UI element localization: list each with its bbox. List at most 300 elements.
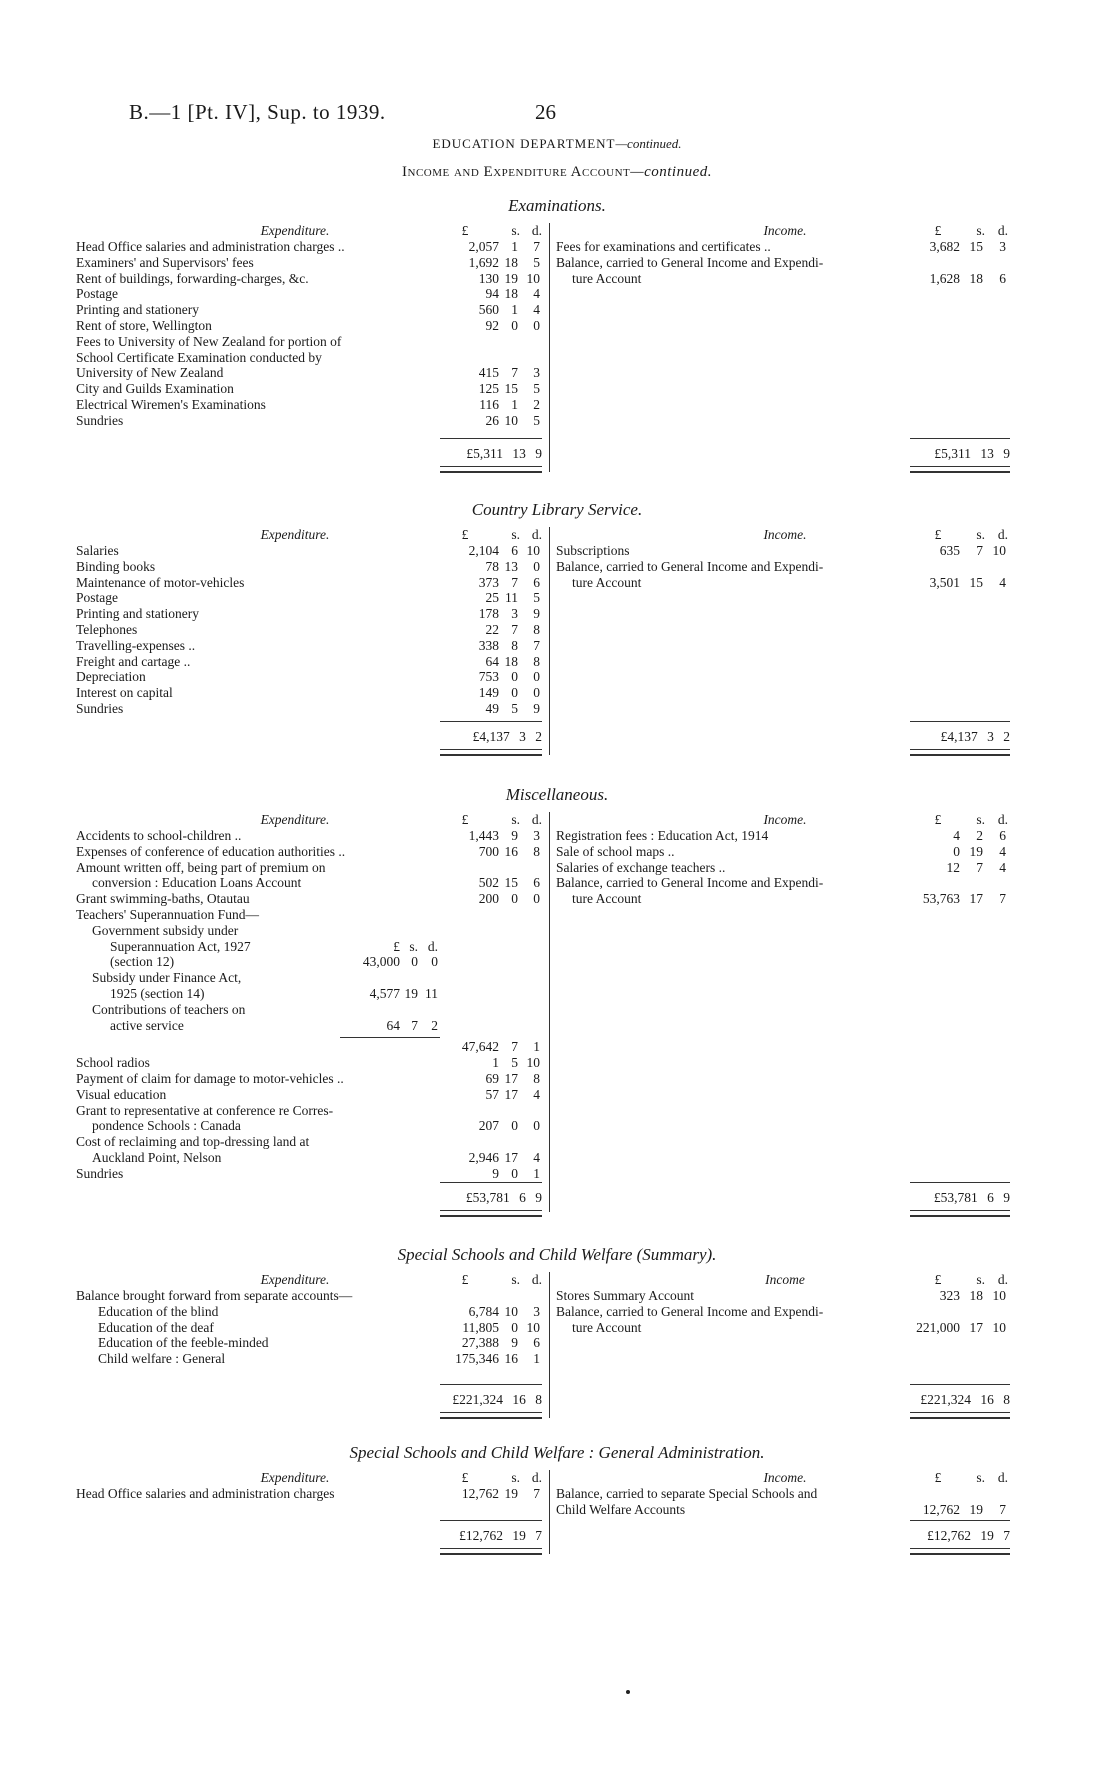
income-total: £53,781 6 9 — [933, 1190, 1010, 1205]
account-name: Income and Expenditure Account — [402, 164, 631, 180]
examinations-exp-row-pence: 10 — [526, 270, 540, 286]
miscellaneous-inc-row-label: Balance, carried to General Income and Expendi- — [556, 875, 824, 891]
exp-shilling-heading: s. — [511, 1470, 520, 1485]
inc-pence-heading: d. — [997, 1272, 1008, 1287]
special_admin-inc-row-label: Balance, carried to separate Special Schools and — [556, 1486, 818, 1501]
special_admin-title: Special Schools and Child Welfare : General Administration. — [349, 1443, 765, 1462]
country_library-exp-row-pence: 10 — [526, 543, 540, 558]
income-total: £5,311 13 9 — [934, 446, 1010, 461]
country_library-exp-row-pounds: 149 — [478, 685, 499, 701]
miscellaneous-exp-row-shillings: 16 — [504, 843, 518, 859]
miscellaneous-inc-row-shillings: 7 — [976, 859, 983, 875]
miscellaneous-inc-row-shillings: 19 — [969, 843, 983, 859]
miscellaneous-exp-row-pence: 10 — [526, 1055, 540, 1071]
miscellaneous-exp-row-label: Payment of claim for damage to motor-vehicles .. — [76, 1071, 344, 1086]
inc-total-rule — [910, 1520, 1010, 1521]
examinations-exp-row-pounds: 415 — [478, 365, 499, 381]
miscellaneous-column-divider — [549, 812, 550, 1212]
miscellaneous-super-row-pounds: £ — [393, 938, 400, 954]
inc-total-rule — [910, 438, 1010, 439]
income-total: £12,762 19 7 — [927, 1528, 1010, 1543]
super-total-pounds: 47,642 — [461, 1039, 499, 1055]
country_library-inc-row-label: Subscriptions — [556, 543, 630, 558]
miscellaneous-inc-row-pounds: 12 — [946, 859, 960, 875]
inc-pence-heading: d. — [997, 1470, 1008, 1485]
examinations-exp-row-pence: 4 — [533, 302, 540, 318]
inc-total-double-rule — [910, 1210, 1010, 1217]
exp-total-double-rule — [440, 1210, 542, 1217]
inc-pence-heading: d. — [997, 527, 1008, 542]
miscellaneous-super-row-pounds: 43,000 — [362, 954, 400, 970]
country_library-column-divider — [549, 527, 550, 755]
super-total-shillings: 7 — [511, 1039, 518, 1055]
exp-pence-heading: d. — [531, 223, 542, 238]
special_summary-exp-row-pence: 6 — [533, 1335, 540, 1351]
miscellaneous-exp-row-label: School radios — [76, 1055, 150, 1071]
special_summary-inc-row-pence: 10 — [992, 1288, 1006, 1303]
special_summary-exp-row-pounds: 11,805 — [462, 1319, 499, 1335]
examinations-exp-row-pence: 4 — [533, 286, 540, 302]
special_summary-exp-row-shillings: 16 — [504, 1351, 518, 1367]
exp-total-double-rule — [440, 466, 542, 473]
examinations-exp-row-label: Sundries — [76, 412, 124, 428]
examinations-title: Examinations. — [508, 196, 606, 215]
country_library-exp-row-pounds: 64 — [485, 653, 499, 669]
examinations-exp-row-label: Printing and stationery — [76, 302, 199, 318]
miscellaneous-exp-row-pence: 0 — [533, 1118, 540, 1134]
income-column-heading: Income. — [763, 223, 807, 238]
examinations-exp-row-label: Electrical Wiremen's Examinations — [76, 397, 266, 412]
country_library-exp-row-label: Depreciation — [76, 669, 146, 685]
income-column-heading: Income. — [763, 527, 807, 542]
miscellaneous-super-row-shillings: s. — [409, 938, 418, 954]
miscellaneous-exp-row-shillings: 17 — [504, 1071, 518, 1086]
miscellaneous-exp-row-pounds: 207 — [478, 1118, 499, 1134]
page-number: 26 — [535, 100, 556, 124]
special_summary-exp-row-label: Education of the feeble-minded — [98, 1335, 269, 1351]
miscellaneous-exp-row-pence: 1 — [533, 1165, 540, 1181]
miscellaneous-inc-row-label: Sale of school maps .. — [556, 843, 675, 859]
special_admin-inc-row-pence: 7 — [999, 1501, 1006, 1517]
department-name: EDUCATION DEPARTMENT — [432, 136, 616, 151]
miscellaneous-exp-row-shillings: 15 — [504, 875, 518, 891]
examinations-inc-row-shillings: 15 — [969, 239, 983, 254]
examinations-inc-row-pence: 3 — [999, 239, 1006, 254]
country_library-exp-row-pence: 5 — [533, 590, 540, 606]
examinations-inc-row-pounds: 1,628 — [929, 270, 960, 286]
exp-pence-heading: d. — [531, 812, 542, 827]
examinations-exp-row-pounds: 130 — [478, 270, 499, 286]
country_library-inc-row-shillings: 15 — [969, 574, 983, 590]
examinations-exp-row-pence: 5 — [533, 254, 540, 270]
special_admin-exp-row-shillings: 19 — [504, 1486, 518, 1501]
document-reference: B.—1 [Pt. IV], Sup. to 1939. — [129, 100, 386, 124]
miscellaneous-exp-row-shillings: 0 — [511, 891, 518, 907]
special_admin-inc-row-pounds: 12,762 — [922, 1501, 960, 1517]
super-total-pence: 1 — [533, 1039, 540, 1055]
miscellaneous-inc-row-label: ture Account — [572, 891, 642, 907]
country_library-exp-row-shillings: 0 — [511, 669, 518, 685]
miscellaneous-inc-row-pounds: 53,763 — [922, 891, 960, 907]
miscellaneous-exp-row-label: Grant swimming-baths, Otautau — [76, 891, 250, 907]
inc-pound-heading: £ — [934, 223, 942, 238]
miscellaneous-exp-row-shillings: 17 — [504, 1086, 518, 1102]
examinations-exp-row-shillings: 1 — [511, 302, 518, 318]
exp-total-rule — [440, 1384, 542, 1385]
country_library-exp-row-shillings: 0 — [511, 685, 518, 701]
special_summary-exp-row-shillings: 0 — [511, 1319, 518, 1335]
country_library-exp-row-shillings: 11 — [505, 590, 518, 606]
country_library-exp-row-pence: 0 — [533, 558, 540, 574]
miscellaneous-exp-row-label: Visual education — [76, 1086, 167, 1102]
exp-total-double-rule — [440, 749, 542, 756]
examinations-exp-row-shillings: 7 — [511, 365, 518, 381]
inc-shilling-heading: s. — [976, 223, 985, 238]
country_library-exp-row-shillings: 7 — [511, 574, 518, 590]
miscellaneous-exp-row-label: Amount written off, being part of premium on — [76, 859, 326, 875]
special_summary-inc-row-shillings: 18 — [969, 1288, 983, 1303]
super-subtotal-rule — [340, 1037, 440, 1038]
special_summary-exp-row-shillings: 9 — [511, 1335, 518, 1351]
country_library-exp-row-label: Telephones — [76, 622, 138, 637]
miscellaneous-super-row-shillings: 7 — [411, 1017, 418, 1033]
miscellaneous-exp-row-pence: 4 — [533, 1086, 540, 1102]
country_library-exp-row-pence: 8 — [533, 622, 540, 637]
special_summary-inc-row-label: ture Account — [572, 1319, 642, 1335]
country_library-exp-row-pounds: 338 — [478, 637, 499, 653]
account-continued: —continued. — [630, 164, 712, 180]
miscellaneous-super-row-shillings: 19 — [404, 986, 418, 1001]
country_library-title: Country Library Service. — [471, 500, 643, 519]
income-column-heading: Income. — [763, 1470, 807, 1485]
special_summary-expenditure-head: Balance brought forward from separate accounts— — [76, 1288, 353, 1303]
miscellaneous-super-row-label: 1925 (section 14) — [110, 986, 205, 1001]
examinations-exp-row-pounds: 125 — [478, 381, 499, 397]
country_library-inc-row-pounds: 635 — [939, 543, 960, 558]
special_admin-inc-row-shillings: 19 — [969, 1501, 983, 1517]
special_summary-exp-row-pence: 10 — [526, 1319, 540, 1335]
examinations-exp-row-pence: 0 — [533, 318, 540, 333]
expenditure-total: £221,324 16 8 — [452, 1392, 542, 1407]
inc-total-double-rule — [910, 1412, 1010, 1419]
miscellaneous-super-row-label: Contributions of teachers on — [92, 1001, 246, 1017]
miscellaneous-exp-row-label: Accidents to school-children .. — [76, 828, 242, 843]
examinations-inc-row-pence: 6 — [999, 270, 1006, 286]
special_summary-exp-row-label: Education of the blind — [98, 1303, 219, 1319]
miscellaneous-inc-row-label: Salaries of exchange teachers .. — [556, 859, 726, 875]
expenditure-total: £5,311 13 9 — [466, 446, 542, 461]
miscellaneous-exp-row-shillings: 0 — [511, 1165, 518, 1181]
exp-pence-heading: d. — [531, 1272, 542, 1287]
account-heading — [0, 164, 1114, 181]
examinations-inc-row-pounds: 3,682 — [929, 239, 960, 254]
miscellaneous-exp-row-pounds: 1 — [492, 1055, 499, 1071]
inc-total-double-rule — [910, 1548, 1010, 1555]
examinations-exp-row-label: Fees to University of New Zealand for portion of — [76, 333, 342, 349]
exp-total-rule — [440, 721, 542, 722]
examinations-exp-row-pence: 5 — [533, 381, 540, 397]
examinations-exp-row-shillings: 10 — [504, 412, 518, 428]
exp-pound-heading: £ — [461, 527, 469, 542]
expenditure-column-heading: Expenditure. — [260, 812, 330, 827]
special_admin-exp-row-pence: 7 — [533, 1486, 540, 1501]
miscellaneous-inc-row-label: Registration fees : Education Act, 1914 — [556, 828, 769, 843]
miscellaneous-inc-row-pence: 4 — [999, 859, 1006, 875]
miscellaneous-exp-row-label: pondence Schools : Canada — [92, 1118, 241, 1134]
inc-pence-heading: d. — [997, 223, 1008, 238]
exp-pound-heading: £ — [461, 223, 469, 238]
department-heading — [0, 136, 1114, 152]
miscellaneous-exp-row-pence: 0 — [533, 891, 540, 907]
special_summary-exp-row-pounds: 175,346 — [455, 1351, 499, 1367]
exp-total-rule — [440, 1182, 542, 1183]
expenditure-total: £12,762 19 7 — [459, 1528, 542, 1543]
exp-shilling-heading: s. — [511, 1272, 520, 1287]
country_library-exp-row-label: Freight and cartage .. — [76, 653, 191, 669]
miscellaneous-exp-row-pence: 6 — [533, 875, 540, 891]
miscellaneous-exp-row-shillings: 17 — [504, 1150, 518, 1165]
miscellaneous-exp-row-pounds: 69 — [485, 1071, 499, 1086]
examinations-inc-row-label: Balance, carried to General Income and Expendi- — [556, 254, 824, 270]
special_admin-exp-row-pounds: 12,762 — [461, 1486, 499, 1501]
inc-shilling-heading: s. — [976, 527, 985, 542]
income-total: £221,324 16 8 — [920, 1392, 1010, 1407]
country_library-exp-row-pounds: 25 — [485, 590, 499, 606]
inc-total-rule — [910, 1182, 1010, 1183]
country_library-exp-row-pence: 0 — [533, 669, 540, 685]
country_library-exp-row-pounds: 78 — [485, 558, 499, 574]
miscellaneous-exp-row-label: Teachers' Superannuation Fund— — [76, 907, 259, 922]
examinations-column-divider — [549, 223, 550, 472]
exp-pence-heading: d. — [531, 527, 542, 542]
country_library-exp-row-pence: 9 — [533, 701, 540, 716]
special_admin-inc-row-label: Child Welfare Accounts — [556, 1501, 686, 1517]
special_summary-exp-row-pounds: 6,784 — [468, 1303, 499, 1319]
miscellaneous-super-row-label: active service — [110, 1017, 184, 1033]
inc-total-rule — [910, 1384, 1010, 1385]
examinations-exp-row-shillings: 18 — [504, 286, 518, 302]
expenditure-column-heading: Expenditure. — [260, 1272, 330, 1287]
country_library-exp-row-label: Postage — [76, 590, 118, 606]
special_summary-inc-row-label: Stores Summary Account — [556, 1288, 694, 1303]
country_library-exp-row-label: Travelling-expenses .. — [76, 637, 196, 653]
special_summary-inc-row-pence: 10 — [992, 1319, 1006, 1335]
inc-total-double-rule — [910, 749, 1010, 756]
special_summary-exp-row-label: Child welfare : General — [98, 1351, 226, 1367]
special_summary-inc-row-label: Balance, carried to General Income and Expendi- — [556, 1303, 824, 1319]
miscellaneous-exp-row-pounds: 9 — [492, 1165, 499, 1181]
special_admin-column-divider — [549, 1470, 550, 1554]
miscellaneous-exp-row-shillings: 0 — [511, 1118, 518, 1134]
country_library-inc-row-pence: 4 — [999, 574, 1006, 590]
examinations-exp-row-pounds: 116 — [479, 397, 499, 412]
country_library-exp-row-label: Sundries — [76, 701, 124, 716]
miscellaneous-exp-row-pence: 8 — [533, 1071, 540, 1086]
special_summary-inc-row-pounds: 323 — [939, 1288, 960, 1303]
special_summary-exp-row-pounds: 27,388 — [461, 1335, 499, 1351]
country_library-inc-row-pounds: 3,501 — [929, 574, 960, 590]
country_library-inc-row-label: Balance, carried to General Income and Expendi- — [556, 558, 824, 574]
inc-total-rule — [910, 721, 1010, 722]
special_summary-column-divider — [549, 1272, 550, 1418]
inc-shilling-heading: s. — [976, 812, 985, 827]
exp-total-double-rule — [440, 1548, 542, 1555]
examinations-exp-row-label: University of New Zealand — [76, 365, 224, 381]
miscellaneous-exp-row-pence: 3 — [533, 828, 540, 843]
examinations-exp-row-shillings: 18 — [504, 254, 518, 270]
miscellaneous-inc-row-shillings: 17 — [969, 891, 983, 907]
examinations-inc-row-shillings: 18 — [969, 270, 983, 286]
examinations-exp-row-pounds: 26 — [485, 412, 499, 428]
miscellaneous-super-row-label: Subsidy under Finance Act, — [92, 970, 242, 986]
examinations-exp-row-pounds: 1,692 — [468, 254, 499, 270]
country_library-exp-row-pounds: 49 — [485, 701, 499, 716]
miscellaneous-super-row-label: Government subsidy under — [92, 922, 239, 938]
expenditure-column-heading: Expenditure. — [260, 527, 330, 542]
income-column-heading: Income — [765, 1272, 805, 1287]
miscellaneous-super-row-shillings: 0 — [411, 954, 418, 970]
examinations-exp-row-label: Head Office salaries and administration charges .. — [76, 239, 345, 254]
miscellaneous-super-row-label: Superannuation Act, 1927 — [110, 938, 251, 954]
country_library-exp-row-label: Salaries — [76, 543, 119, 558]
country_library-exp-row-pence: 0 — [533, 685, 540, 701]
examinations-exp-row-label: Rent of store, Wellington — [76, 318, 212, 333]
examinations-exp-row-pence: 2 — [533, 397, 540, 412]
examinations-exp-row-label: City and Guilds Examination — [76, 381, 234, 397]
inc-pound-heading: £ — [934, 1272, 942, 1287]
miscellaneous-exp-row-pounds: 57 — [485, 1086, 499, 1102]
expenditure-column-heading: Expenditure. — [260, 223, 330, 238]
country_library-exp-row-pence: 6 — [533, 574, 540, 590]
country_library-exp-row-shillings: 18 — [504, 653, 518, 669]
country_library-inc-row-label: ture Account — [572, 574, 642, 590]
miscellaneous-inc-row-pounds: 4 — [953, 828, 960, 843]
exp-pound-heading: £ — [461, 1470, 469, 1485]
examinations-exp-row-pounds: 92 — [485, 318, 499, 333]
country_library-inc-row-pence: 10 — [992, 543, 1006, 558]
miscellaneous-exp-row-shillings: 9 — [511, 828, 518, 843]
miscellaneous-super-row-pounds: 4,577 — [369, 986, 400, 1001]
special_admin-exp-row-label: Head Office salaries and administration charges — [76, 1486, 335, 1501]
miscellaneous-exp-row-pence: 8 — [533, 843, 540, 859]
country_library-exp-row-shillings: 6 — [511, 543, 518, 558]
inc-pound-heading: £ — [934, 812, 942, 827]
miscellaneous-exp-row-pence: 4 — [533, 1150, 540, 1165]
country_library-exp-row-shillings: 8 — [511, 637, 518, 653]
special_summary-exp-row-shillings: 10 — [504, 1303, 518, 1319]
examinations-exp-row-label: School Certificate Examination conducted by — [76, 349, 322, 365]
examinations-exp-row-pounds: 560 — [478, 302, 499, 318]
country_library-exp-row-label: Maintenance of motor-vehicles — [76, 574, 245, 590]
miscellaneous-inc-row-pence: 4 — [999, 843, 1006, 859]
miscellaneous-inc-row-pence: 7 — [999, 891, 1006, 907]
examinations-exp-row-pence: 7 — [533, 239, 540, 254]
special_summary-exp-row-pence: 3 — [533, 1303, 540, 1319]
miscellaneous-super-row-label: (section 12) — [110, 954, 175, 970]
exp-total-double-rule — [440, 1412, 542, 1419]
exp-pound-heading: £ — [461, 1272, 469, 1287]
miscellaneous-exp-row-pounds: 502 — [478, 875, 499, 891]
country_library-inc-row-shillings: 7 — [976, 543, 983, 558]
country_library-exp-row-label: Binding books — [76, 558, 156, 574]
miscellaneous-exp-row-pounds: 2,946 — [468, 1150, 499, 1165]
examinations-inc-row-label: Fees for examinations and certificates .. — [556, 239, 771, 254]
inc-shilling-heading: s. — [976, 1470, 985, 1485]
miscellaneous-exp-row-pounds: 1,443 — [468, 828, 499, 843]
country_library-exp-row-pounds: 373 — [478, 574, 499, 590]
country_library-exp-row-label: Interest on capital — [76, 685, 173, 701]
inc-pound-heading: £ — [934, 527, 942, 542]
examinations-exp-row-shillings: 1 — [511, 239, 518, 254]
inc-total-double-rule — [910, 466, 1010, 473]
special_summary-inc-row-pounds: 221,000 — [916, 1319, 960, 1335]
country_library-exp-row-pence: 9 — [533, 606, 540, 622]
miscellaneous-inc-row-pence: 6 — [999, 828, 1006, 843]
exp-pence-heading: d. — [531, 1470, 542, 1485]
miscellaneous-inc-row-pounds: 0 — [953, 843, 960, 859]
examinations-exp-row-pence: 3 — [533, 365, 540, 381]
exp-pound-heading: £ — [461, 812, 469, 827]
country_library-exp-row-pence: 7 — [533, 637, 540, 653]
department-continued: —continued. — [615, 136, 682, 151]
miscellaneous-super-row-pence: 0 — [431, 954, 438, 970]
examinations-inc-row-label: ture Account — [572, 270, 642, 286]
miscellaneous-exp-row-label: Auckland Point, Nelson — [92, 1150, 222, 1165]
miscellaneous-exp-row-pounds: 200 — [478, 891, 499, 907]
miscellaneous-title: Miscellaneous. — [505, 785, 609, 804]
examinations-exp-row-label: Rent of buildings, forwarding-charges, &c. — [76, 270, 309, 286]
miscellaneous-super-row-pounds: 64 — [386, 1017, 400, 1033]
country_library-exp-row-pounds: 2,104 — [468, 543, 499, 558]
special_summary-title: Special Schools and Child Welfare (Summary). — [397, 1245, 717, 1264]
miscellaneous-exp-row-label: Sundries — [76, 1165, 124, 1181]
income-column-heading: Income. — [763, 812, 807, 827]
income-total: £4,137 3 2 — [940, 729, 1010, 744]
exp-total-rule — [440, 438, 542, 439]
country_library-exp-row-pence: 8 — [533, 653, 540, 669]
country_library-exp-row-pounds: 22 — [485, 622, 499, 637]
special_summary-inc-row-shillings: 17 — [969, 1319, 983, 1335]
examinations-exp-row-shillings: 19 — [504, 270, 518, 286]
expenditure-total: £53,781 6 9 — [465, 1190, 542, 1205]
expenditure-total: £4,137 3 2 — [472, 729, 542, 744]
country_library-exp-row-shillings: 3 — [511, 606, 518, 622]
miscellaneous-super-row-pence: 11 — [425, 986, 438, 1001]
examinations-exp-row-label: Postage — [76, 286, 118, 302]
miscellaneous-super-row-pence: d. — [427, 938, 438, 954]
exp-total-rule — [440, 1520, 542, 1521]
miscellaneous-exp-row-label: Expenses of conference of education authorities .. — [76, 843, 346, 859]
special_summary-exp-row-label: Education of the deaf — [98, 1319, 214, 1335]
expenditure-column-heading: Expenditure. — [260, 1470, 330, 1485]
exp-shilling-heading: s. — [511, 527, 520, 542]
country_library-exp-row-shillings: 7 — [511, 622, 518, 637]
miscellaneous-exp-row-label: conversion : Education Loans Account — [92, 875, 302, 891]
country_library-exp-row-shillings: 13 — [504, 558, 518, 574]
exp-shilling-heading: s. — [511, 223, 520, 238]
examinations-exp-row-shillings: 1 — [511, 397, 518, 412]
miscellaneous-exp-row-label: Cost of reclaiming and top-dressing land at — [76, 1134, 310, 1150]
examinations-exp-row-label: Examiners' and Supervisors' fees — [76, 254, 254, 270]
examinations-exp-row-pounds: 94 — [485, 286, 499, 302]
country_library-exp-row-pounds: 753 — [478, 669, 499, 685]
examinations-exp-row-shillings: 15 — [504, 381, 518, 397]
page-mark — [626, 1690, 630, 1694]
inc-shilling-heading: s. — [976, 1272, 985, 1287]
inc-pence-heading: d. — [997, 812, 1008, 827]
country_library-exp-row-pounds: 178 — [478, 606, 499, 622]
examinations-exp-row-shillings: 0 — [511, 318, 518, 333]
